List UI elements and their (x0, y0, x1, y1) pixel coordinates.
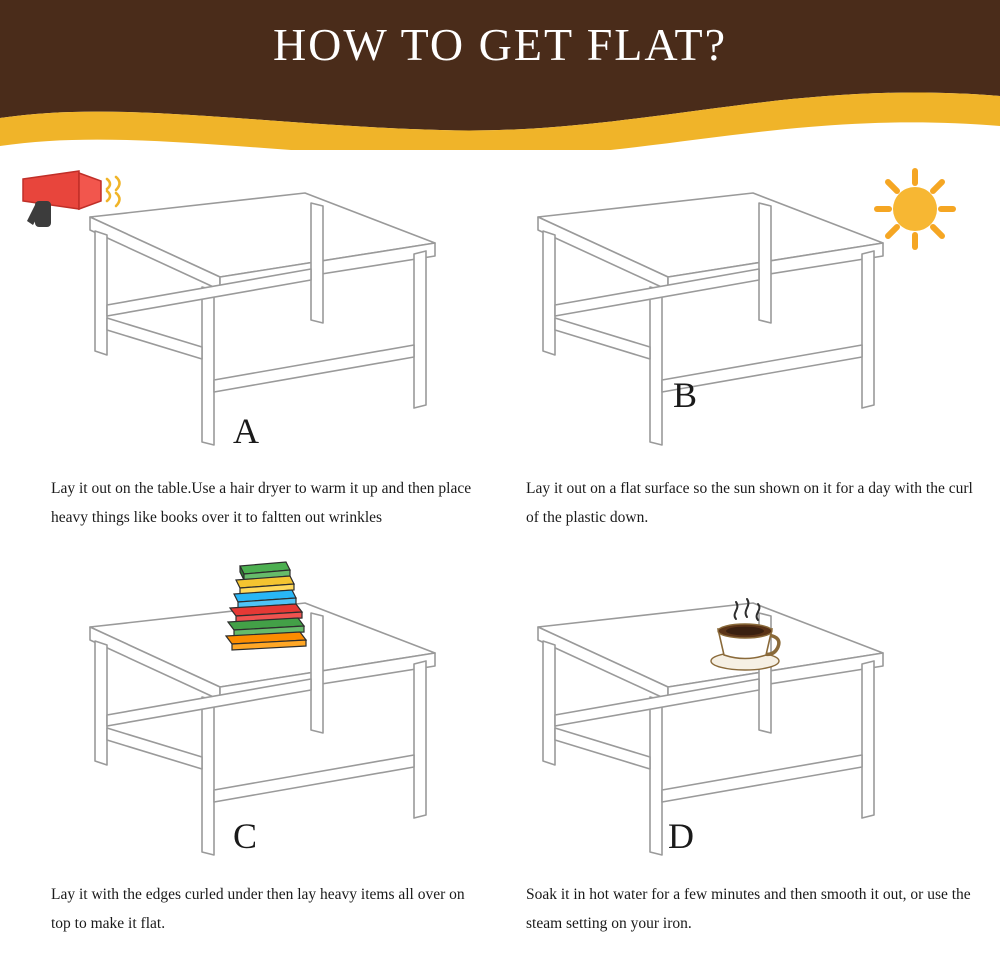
panel-grid (0, 150, 1000, 974)
panel-d (498, 565, 978, 965)
page-title: HOW TO GET FLAT? (272, 19, 728, 70)
page-header (0, 0, 1000, 150)
hair-dryer-icon (17, 165, 127, 235)
panel-caption-d: Soak it in hot water for a few minutes and then smooth it out, or use the steam setting on your iron. (526, 886, 971, 932)
stacked-books-icon (220, 552, 315, 657)
panel-letter-b: B (673, 375, 698, 415)
panel-caption-b: Lay it out on a flat surface so the sun shown on it for a day with the curl of the plastic down. (526, 480, 973, 526)
panel-b (498, 155, 978, 555)
panel-caption-c: Lay it with the edges curled under then lay heavy items all over on top to make it flat. (51, 886, 465, 932)
panel-letter-c: C (233, 816, 258, 856)
panel-c (15, 565, 495, 965)
sun-icon (863, 157, 968, 262)
panel-letter-a: A (233, 411, 259, 451)
panel-a (15, 155, 495, 555)
panel-caption-a: Lay it out on the table.Use a hair dryer to warm it up and then place heavy things like books over it to faltten out wrinkles (51, 480, 472, 526)
hot-coffee-cup-icon (700, 593, 790, 673)
panel-letter-d: D (668, 816, 694, 856)
